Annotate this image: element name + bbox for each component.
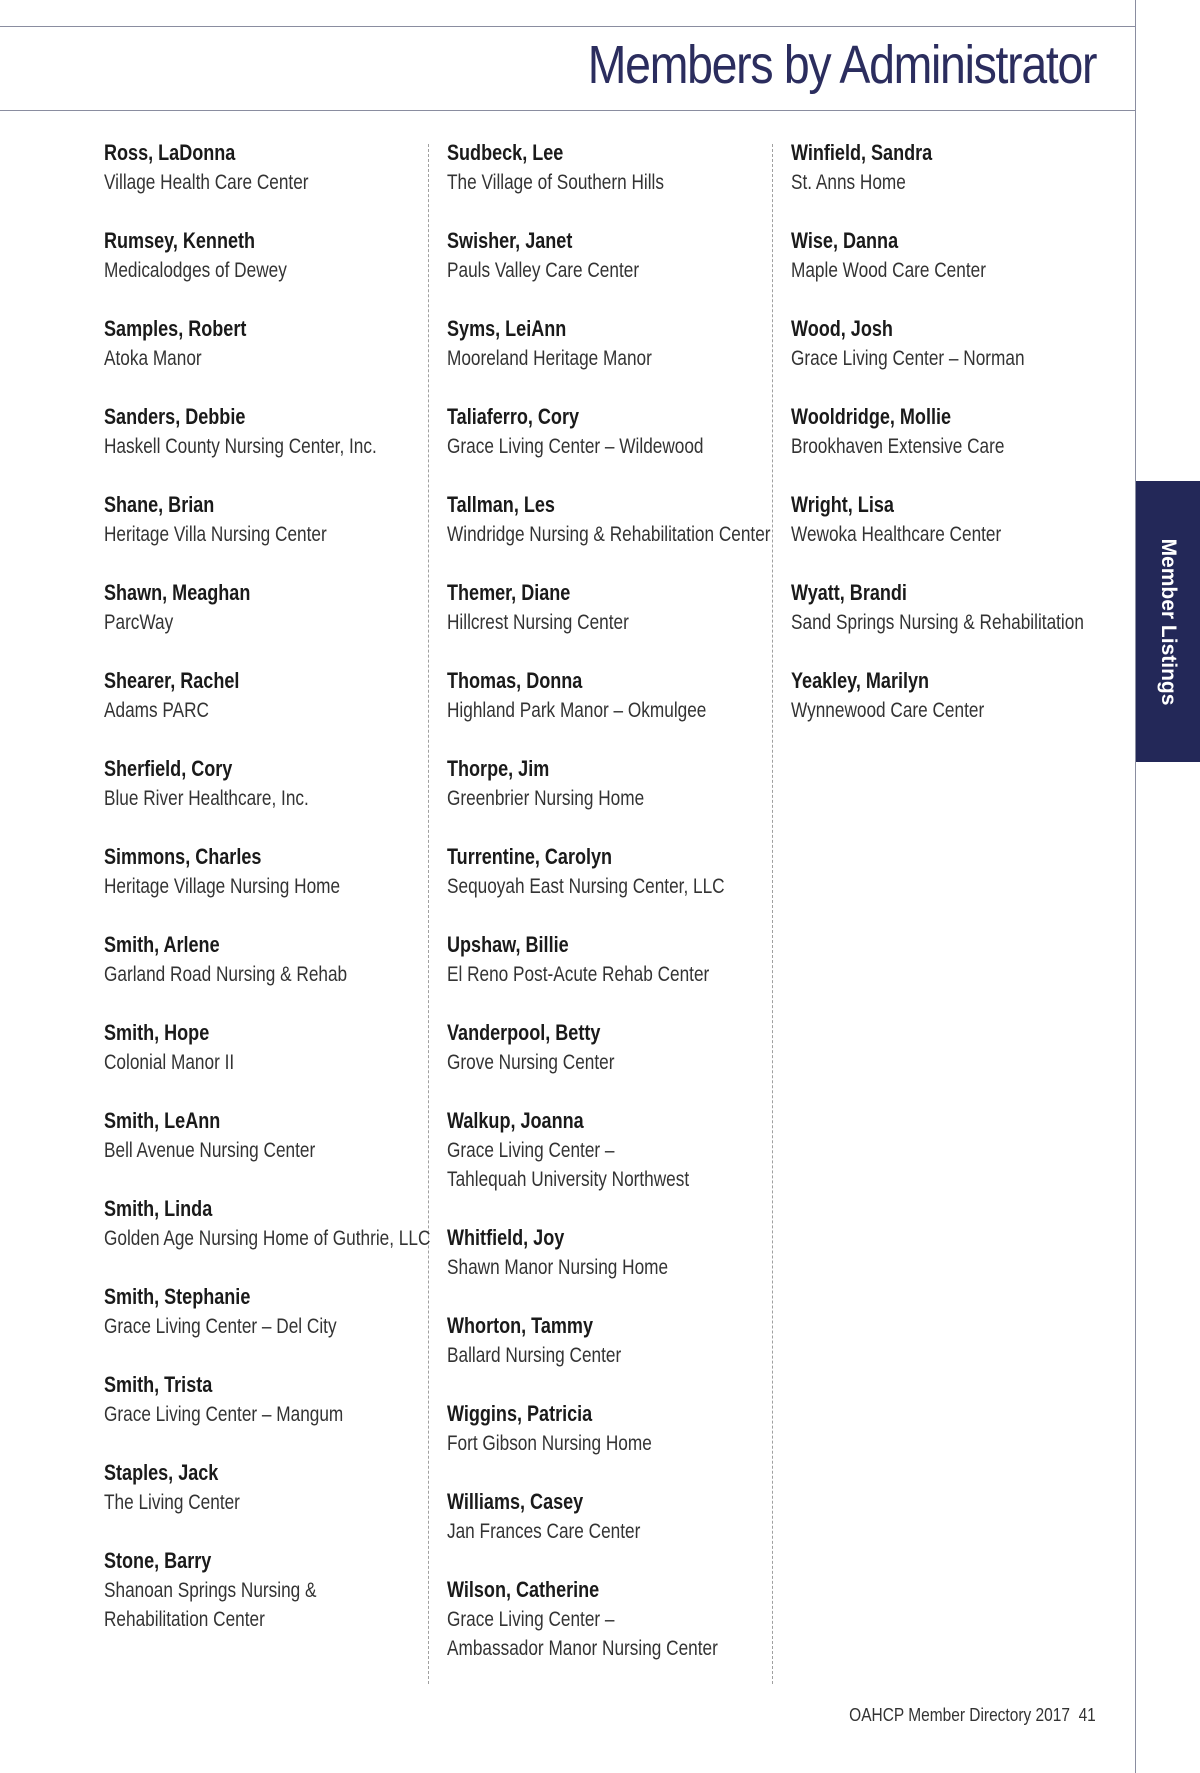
- administrator-name: Samples, Robert: [104, 316, 247, 341]
- administrator-name: Themer, Diane: [447, 580, 571, 605]
- administrator-name: Wood, Josh: [791, 316, 893, 341]
- administrator-name: Turrentine, Carolyn: [447, 844, 613, 869]
- member-column-1: [104, 138, 434, 1663]
- administrator-name: Simmons, Charles: [104, 844, 262, 869]
- facility-name: Wewoka Healthcare Center: [791, 523, 1002, 546]
- member-entry: [791, 490, 1062, 549]
- facility-name: Colonial Manor II: [104, 1051, 235, 1074]
- facility-name: Garland Road Nursing & Rehab: [104, 963, 348, 986]
- facility-name: Village Health Care Center: [104, 171, 309, 194]
- member-entry: [104, 1282, 375, 1341]
- member-column-3: [791, 138, 1121, 754]
- header-rule: [0, 110, 1136, 111]
- facility-name: Tahlequah University Northwest: [447, 1168, 690, 1191]
- member-entry: [447, 1399, 718, 1458]
- member-entry: [104, 490, 375, 549]
- member-entry: [791, 138, 1062, 197]
- administrator-name: Wyatt, Brandi: [791, 580, 907, 605]
- administrator-name: Sudbeck, Lee: [447, 140, 564, 165]
- facility-name: Brookhaven Extensive Care: [791, 435, 1005, 458]
- facility-name: Golden Age Nursing Home of Guthrie, LLC: [104, 1227, 431, 1250]
- administrator-name: Smith, LeAnn: [104, 1108, 221, 1133]
- member-entry: [447, 402, 718, 461]
- member-entry: [447, 226, 718, 285]
- administrator-name: Sanders, Debbie: [104, 404, 246, 429]
- administrator-name: Sherfield, Cory: [104, 756, 233, 781]
- facility-name: Grace Living Center – Norman: [791, 347, 1025, 370]
- facility-name: Medicalodges of Dewey: [104, 259, 287, 282]
- member-entry: [104, 1018, 375, 1077]
- member-entry: [447, 754, 718, 813]
- member-entry: [791, 666, 1062, 725]
- facility-name: Shawn Manor Nursing Home: [447, 1256, 669, 1279]
- member-entry: [447, 138, 718, 197]
- facility-name: Blue River Healthcare, Inc.: [104, 787, 309, 810]
- administrator-name: Wiggins, Patricia: [447, 1401, 593, 1426]
- member-entry: [104, 1194, 431, 1253]
- facility-name: The Village of Southern Hills: [447, 171, 664, 194]
- facility-name: Wynnewood Care Center: [791, 699, 985, 722]
- facility-name: Grove Nursing Center: [447, 1051, 615, 1074]
- administrator-name: Wooldridge, Mollie: [791, 404, 952, 429]
- member-columns: [0, 138, 1136, 1688]
- administrator-name: Syms, LeiAnn: [447, 316, 567, 341]
- administrator-name: Winfield, Sandra: [791, 140, 933, 165]
- member-entry: [447, 578, 718, 637]
- facility-name: Grace Living Center –: [447, 1608, 615, 1631]
- facility-name: The Living Center: [104, 1491, 240, 1514]
- member-entry: [104, 754, 375, 813]
- facility-name: Haskell County Nursing Center, Inc.: [104, 435, 377, 458]
- facility-name: Windridge Nursing & Rehabilitation Center: [447, 523, 771, 546]
- administrator-name: Swisher, Janet: [447, 228, 573, 253]
- facility-name: Fort Gibson Nursing Home: [447, 1432, 652, 1455]
- member-entry: [447, 1311, 718, 1370]
- administrator-name: Ross, LaDonna: [104, 140, 236, 165]
- member-entry: [447, 930, 718, 989]
- facility-name: Ambassador Manor Nursing Center: [447, 1637, 718, 1660]
- facility-name: El Reno Post-Acute Rehab Center: [447, 963, 710, 986]
- facility-name: Adams PARC: [104, 699, 209, 722]
- administrator-name: Tallman, Les: [447, 492, 555, 517]
- member-entry: [447, 842, 725, 901]
- administrator-name: Upshaw, Billie: [447, 932, 569, 957]
- member-entry: [447, 1223, 718, 1282]
- member-entry: [104, 578, 375, 637]
- facility-name: Grace Living Center –: [447, 1139, 615, 1162]
- member-entry: [791, 226, 1062, 285]
- administrator-name: Smith, Stephanie: [104, 1284, 251, 1309]
- facility-name: ParcWay: [104, 611, 174, 634]
- member-column-2: [447, 138, 777, 1692]
- page-footer: [849, 1705, 1096, 1726]
- administrator-name: Williams, Casey: [447, 1489, 584, 1514]
- administrator-name: Shane, Brian: [104, 492, 215, 517]
- member-entry: [447, 1018, 718, 1077]
- section-tab[interactable]: [1136, 481, 1200, 762]
- administrator-name: Smith, Hope: [104, 1020, 210, 1045]
- member-entry: [104, 226, 375, 285]
- member-entry: [104, 842, 375, 901]
- member-entry: [791, 314, 1062, 373]
- administrator-name: Shearer, Rachel: [104, 668, 240, 693]
- top-rule: [0, 26, 1136, 27]
- page-title: Members by Administrator: [587, 35, 1096, 95]
- administrator-name: Thorpe, Jim: [447, 756, 550, 781]
- facility-name: Rehabilitation Center: [104, 1608, 265, 1631]
- member-entry: [447, 490, 771, 549]
- administrator-name: Smith, Trista: [104, 1372, 213, 1397]
- administrator-name: Walkup, Joanna: [447, 1108, 584, 1133]
- footer-publication: OAHCP Member Directory 2017: [849, 1705, 1071, 1725]
- administrator-name: Staples, Jack: [104, 1460, 219, 1485]
- member-entry: [104, 1370, 375, 1429]
- administrator-name: Rumsey, Kenneth: [104, 228, 256, 253]
- facility-name: St. Anns Home: [791, 171, 906, 194]
- facility-name: Atoka Manor: [104, 347, 202, 370]
- member-entry: [104, 138, 375, 197]
- administrator-name: Taliaferro, Cory: [447, 404, 580, 429]
- member-entry: [447, 1487, 718, 1546]
- member-entry: [447, 666, 718, 725]
- member-entry: [791, 402, 1062, 461]
- page-number: 41: [1078, 1705, 1096, 1725]
- member-entry: [447, 1575, 718, 1663]
- member-entry: [104, 1458, 375, 1517]
- facility-name: Hillcrest Nursing Center: [447, 611, 629, 634]
- facility-name: Bell Avenue Nursing Center: [104, 1139, 316, 1162]
- administrator-name: Whorton, Tammy: [447, 1313, 593, 1338]
- section-tab-label: Member Listings: [1157, 538, 1180, 705]
- facility-name: Ballard Nursing Center: [447, 1344, 622, 1367]
- member-entry: [791, 578, 1084, 637]
- facility-name: Jan Frances Care Center: [447, 1520, 641, 1543]
- facility-name: Maple Wood Care Center: [791, 259, 986, 282]
- administrator-name: Smith, Arlene: [104, 932, 220, 957]
- facility-name: Grace Living Center – Wildewood: [447, 435, 704, 458]
- facility-name: Pauls Valley Care Center: [447, 259, 640, 282]
- administrator-name: Wilson, Catherine: [447, 1577, 600, 1602]
- member-entry: [104, 930, 375, 989]
- administrator-name: Yeakley, Marilyn: [791, 668, 930, 693]
- facility-name: Grace Living Center – Del City: [104, 1315, 337, 1338]
- facility-name: Heritage Village Nursing Home: [104, 875, 341, 898]
- facility-name: Grace Living Center – Mangum: [104, 1403, 344, 1426]
- administrator-name: Shawn, Meaghan: [104, 580, 251, 605]
- facility-name: Greenbrier Nursing Home: [447, 787, 645, 810]
- member-entry: [104, 1546, 375, 1634]
- facility-name: Sand Springs Nursing & Rehabilitation: [791, 611, 1084, 634]
- member-entry: [104, 314, 375, 373]
- administrator-name: Wise, Danna: [791, 228, 899, 253]
- facility-name: Shanoan Springs Nursing &: [104, 1579, 317, 1602]
- member-entry: [447, 314, 718, 373]
- member-entry: [104, 402, 375, 461]
- member-entry: [104, 666, 375, 725]
- administrator-name: Wright, Lisa: [791, 492, 894, 517]
- facility-name: Heritage Villa Nursing Center: [104, 523, 327, 546]
- member-entry: [104, 1106, 375, 1165]
- administrator-name: Whitfield, Joy: [447, 1225, 565, 1250]
- administrator-name: Vanderpool, Betty: [447, 1020, 601, 1045]
- administrator-name: Thomas, Donna: [447, 668, 583, 693]
- member-entry: [447, 1106, 718, 1194]
- facility-name: Highland Park Manor – Okmulgee: [447, 699, 707, 722]
- facility-name: Mooreland Heritage Manor: [447, 347, 652, 370]
- administrator-name: Stone, Barry: [104, 1548, 212, 1573]
- facility-name: Sequoyah East Nursing Center, LLC: [447, 875, 725, 898]
- administrator-name: Smith, Linda: [104, 1196, 213, 1221]
